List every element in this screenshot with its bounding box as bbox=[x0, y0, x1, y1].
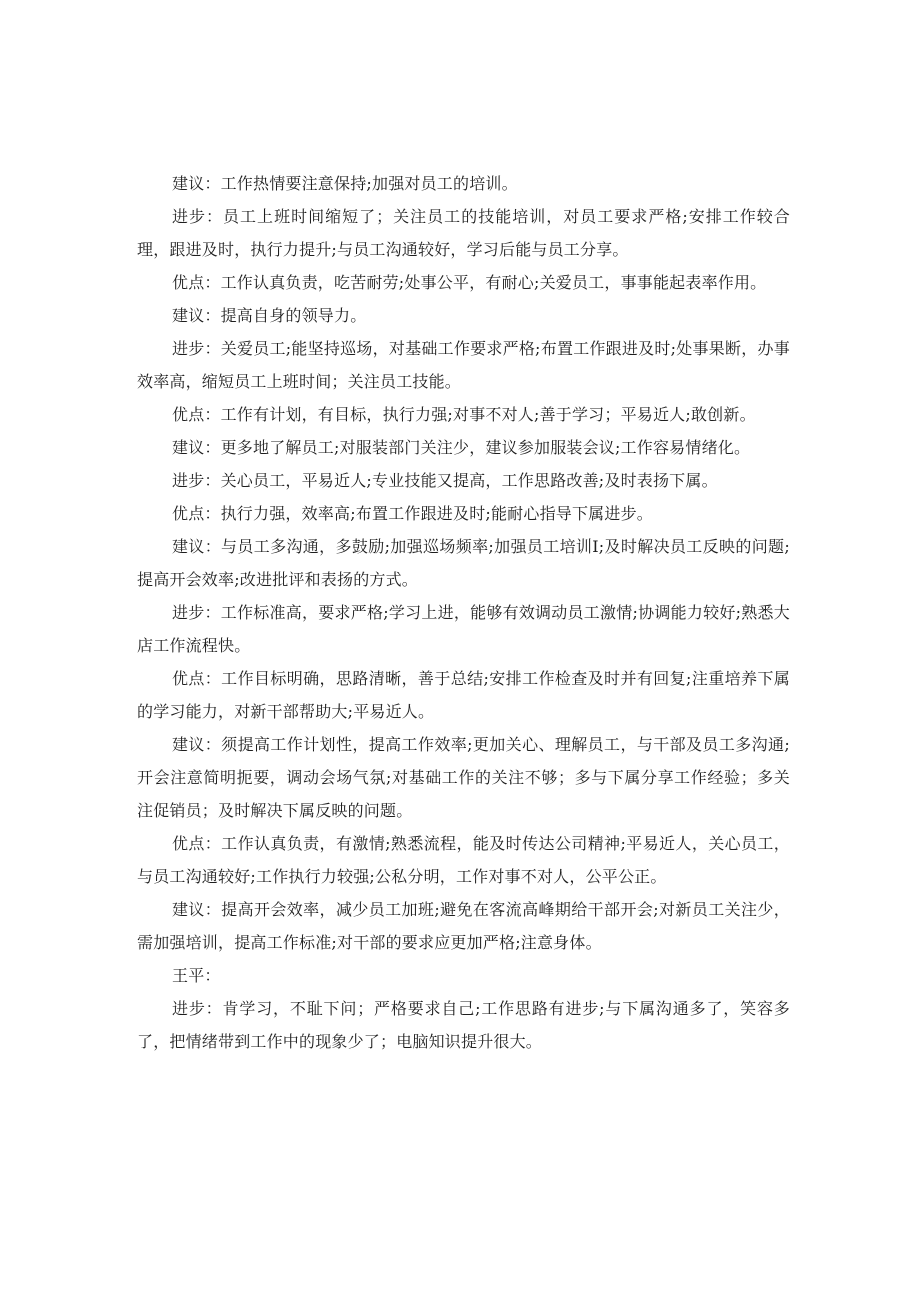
paragraph-3: 优点：工作认真负责，吃苦耐劳;处事公平，有耐心;关爱员工，事事能起表率作用。 bbox=[172, 273, 767, 292]
paragraph-7: 建议：更多地了解员工;对服装部门关注少，建议参加服装会议;工作容易情绪化。 bbox=[172, 438, 751, 457]
paragraph-15: 建议：提高开会效率，减少员工加班;避免在客流高峰期给干部开会;对新员工关注少，需加强培训，提高工作标准;对干部的要求应更加严格;注意身体。 bbox=[137, 900, 790, 952]
paragraph-10: 建议：与员工多沟通，多鼓励;加强巡场频率;加强员工培训I;及时解决员工反映的问题;提高开会效率;改进批评和表扬的方式。 bbox=[137, 537, 790, 589]
paragraph-11: 进步：工作标准高，要求严格;学习上进，能够有效调动员工激情;协调能力较好;熟悉大店工作流程快。 bbox=[137, 603, 790, 655]
document-body bbox=[137, 167, 790, 1058]
paragraph-12: 优点：工作目标明确，思路清晰，善于总结;安排工作检查及时并有回复;注重培养下属的学习能力，对新干部帮助大;平易近人。 bbox=[137, 669, 790, 721]
paragraph-6: 优点：工作有计划，有目标，执行力强;对事不对人;善于学习；平易近人;敢创新。 bbox=[172, 405, 756, 424]
paragraph-2: 进步：员工上班时间缩短了；关注员工的技能培训，对员工要求严格;安排工作较合理，跟进及时，执行力提升;与员工沟通较好，学习后能与员工分享。 bbox=[137, 207, 790, 259]
paragraph-17: 进步：肯学习，不耻下问；严格要求自己;工作思路有进步;与下属沟通多了，笑容多了，把情绪带到工作中的现象少了；电脑知识提升很大。 bbox=[137, 999, 790, 1051]
paragraph-13: 建议：须提高工作计划性，提高工作效率;更加关心、理解员工，与干部及员工多沟通;开会注意简明扼要，调动会场气氛;对基础工作的关注不够；多与下属分享工作经验；多关注促销员；及时解决下属反映的问题。 bbox=[137, 735, 790, 820]
paragraph-1: 建议：工作热情要注意保持;加强对员工的培训。 bbox=[172, 174, 518, 193]
paragraph-4: 建议：提高自身的领导力。 bbox=[172, 306, 367, 325]
paragraph-9: 优点：执行力强，效率高;布置工作跟进及时;能耐心指导下属进步。 bbox=[172, 504, 653, 523]
paragraph-8: 进步：关心员工，平易近人;专业技能又提高，工作思路改善;及时表扬下属。 bbox=[172, 471, 718, 490]
paragraph-5: 进步：关爱员工;能坚持巡场，对基础工作要求严格;布置工作跟进及时;处事果断，办事效率高，缩短员工上班时间；关注员工技能。 bbox=[137, 339, 790, 391]
paragraph-14: 优点：工作认真负责，有激情;熟悉流程，能及时传达公司精神;平易近人，关心员工，与员工沟通较好;工作执行力较强;公私分明，工作对事不对人，公平公正。 bbox=[137, 834, 790, 886]
paragraph-16: 王平： bbox=[172, 966, 221, 985]
